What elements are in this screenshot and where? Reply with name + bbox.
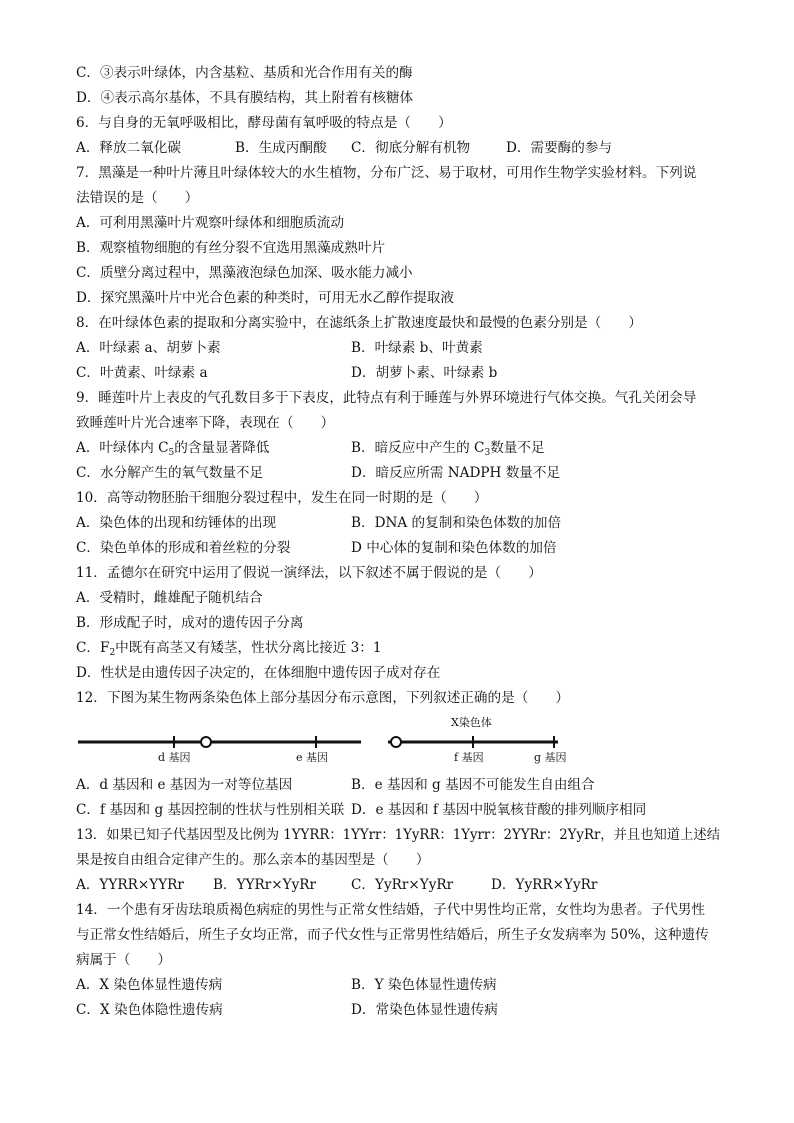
q9-option-a (76, 438, 269, 458)
q12-option-c: C．f 基因和 g 基因控制的性状与性别相关联 (76, 802, 345, 818)
q7-option-b: B．观察植物细胞的有丝分裂不宜选用黑藻成熟叶片 (76, 240, 386, 256)
q9-option-d: D．暗反应所需 NADPH 数量不足 (351, 465, 561, 481)
x-chromosome-label: X染色体 (451, 716, 492, 729)
chromosome-diagram (76, 712, 576, 772)
q11-option-c-post: 中既有高茎又有矮茎，性状分离比接近 3：1 (115, 640, 382, 656)
q12-option-a: A．d 基因和 e 基因为一对等位基因 (76, 777, 293, 793)
q6-option-c: C．彻底分解有机物 (351, 140, 471, 156)
q9-stem-line1: 9．睡莲叶片上表皮的气孔数目多于下表皮，此特点有利于睡莲与外界环境进行气体交换。气孔关闭会导 (76, 390, 697, 406)
q14-option-c: C．X 染色体隐性遗传病 (76, 1002, 223, 1018)
q13-option-b: B．YYRr×YyRr (213, 877, 317, 893)
q14-stem-line2: 与正常女性结婚后，所生子女均正常，而子代女性与正常男性结婚后，所生子女发病率为 50%，这种遗传 (76, 927, 709, 943)
q9-option-b-sub: 3 (484, 448, 491, 458)
q7-option-a: A．可利用黑藻叶片观察叶绿体和细胞质流动 (76, 215, 345, 231)
q9-option-a-pre: A．叶绿体内 C (76, 440, 169, 456)
chromosome-1-centromere (201, 737, 211, 747)
q6-option-d: D．需要酶的参与 (506, 140, 613, 156)
q9-option-a-post: 的含量显著降低 (174, 440, 270, 456)
q11-option-c-sub: 2 (109, 648, 116, 658)
q8-stem: 8．在叶绿体色素的提取和分离实验中，在滤纸条上扩散速度最快和最慢的色素分别是（ ） (76, 315, 642, 331)
q8-option-c: C．叶黄素、叶绿素 a (76, 365, 208, 381)
q9-stem-line2: 致睡莲叶片光合速率下降，表现在（ ） (76, 415, 335, 431)
q7-option-c: C．质壁分离过程中，黑藻液泡绿色加深、吸水能力减小 (76, 265, 413, 281)
q11-stem: 11．孟德尔在研究中运用了假说一演绎法，以下叙述不属于假说的是（ ） (76, 565, 542, 581)
q8-option-d: D．胡萝卜素、叶绿素 b (351, 365, 498, 381)
q14-option-a: A．X 染色体显性遗传病 (76, 977, 223, 993)
gene-e-label: e 基因 (296, 751, 329, 764)
q12-option-d: D．e 基因和 f 基因中脱氧核苷酸的排列顺序相同 (351, 802, 647, 818)
q10-stem: 10．高等动物胚胎干细胞分裂过程中，发生在同一时期的是（ ） (76, 490, 488, 506)
chromosome-x (388, 715, 567, 764)
q14-option-b: B．Y 染色体显性遗传病 (351, 977, 497, 993)
q11-option-c (76, 638, 381, 658)
q6-stem: 6．与自身的无氧呼吸相比，酵母菌有氧呼吸的特点是（ ） (76, 115, 452, 131)
q9-option-b-post: 数量不足 (490, 440, 545, 456)
chromosome-1 (78, 736, 361, 764)
q8-option-a: A．叶绿素 a、胡萝卜素 (76, 340, 221, 356)
q11-option-d: D．性状是由遗传因子决定的，在体细胞中遗传因子成对存在 (76, 665, 441, 681)
q9-option-c: C．水分解产生的氧气数量不足 (76, 465, 264, 481)
q9-option-b (351, 438, 545, 458)
q10-option-a: A．染色体的出现和纺锤体的出现 (76, 515, 277, 531)
q10-option-b: B．DNA 的复制和染色体数的加倍 (351, 515, 562, 531)
q13-option-d: D．YyRR×YyRr (491, 877, 598, 893)
q7-option-d: D．探究黑藻叶片中光合色素的种类时，可用无水乙醇作提取液 (76, 290, 454, 306)
q13-stem-line1: 13．如果已知子代基因型及比例为 1YYRR：1YYrr：1YyRR：1Yyrr：2YYRr：2YyRr，并且也知道上述结 (76, 827, 720, 843)
q10-option-d: D 中心体的复制和染色体数的加倍 (351, 540, 557, 556)
q7-stem-line1: 7．黑藻是一种叶片薄且叶绿体较大的水生植物，分布广泛、易于取材，可用作生物学实验材料。下列说 (76, 165, 697, 181)
q10-option-c: C．染色单体的形成和着丝粒的分裂 (76, 540, 291, 556)
q5-option-d: D．④表示高尔基体，不具有膜结构，其上附着有核糖体 (76, 90, 414, 106)
q14-option-d: D．常染色体显性遗传病 (351, 1002, 498, 1018)
q9-option-a-sub: 5 (168, 448, 175, 458)
q13-stem-line2: 果是按自由组合定律产生的。那么亲本的基因型是（ ） (76, 852, 430, 868)
q14-stem-line3: 病属于（ ） (76, 952, 172, 968)
q11-option-b: B．形成配子时，成对的遗传因子分离 (76, 615, 304, 631)
q8-option-b: B．叶绿素 b、叶黄素 (351, 340, 483, 356)
q11-option-a: A．受精时，雌雄配子随机结合 (76, 590, 263, 606)
q6-option-b: B．生成丙酮酸 (235, 140, 327, 156)
q7-stem-line2: 法错误的是（ ） (76, 190, 199, 206)
q11-option-c-pre: C．F (76, 640, 110, 656)
q12-option-b: B．e 基因和 g 基因不可能发生自由组合 (351, 777, 595, 793)
q13-option-a: A．YYRR×YYRr (76, 877, 184, 893)
q13-option-c: C．YyRr×YyRr (351, 877, 454, 893)
q5-option-c: C．③表示叶绿体，内含基粒、基质和光合作用有关的酶 (76, 65, 413, 81)
gene-g-label: g 基因 (534, 751, 567, 764)
q14-stem-line1: 14．一个患有牙齿珐琅质褐色病症的男性与正常女性结婚，子代中男性均正常，女性均为患者。子代男性 (76, 902, 706, 918)
q12-stem: 12．下图为某生物两条染色体上部分基因分布示意图，下列叙述正确的是（ ） (76, 690, 570, 706)
gene-d-label: d 基因 (158, 751, 191, 764)
chromosome-x-centromere (391, 737, 401, 747)
q6-option-a: A．释放二氧化碳 (76, 140, 181, 156)
gene-f-label: f 基因 (454, 751, 484, 764)
q9-option-b-pre: B．暗反应中产生的 C (351, 440, 485, 456)
